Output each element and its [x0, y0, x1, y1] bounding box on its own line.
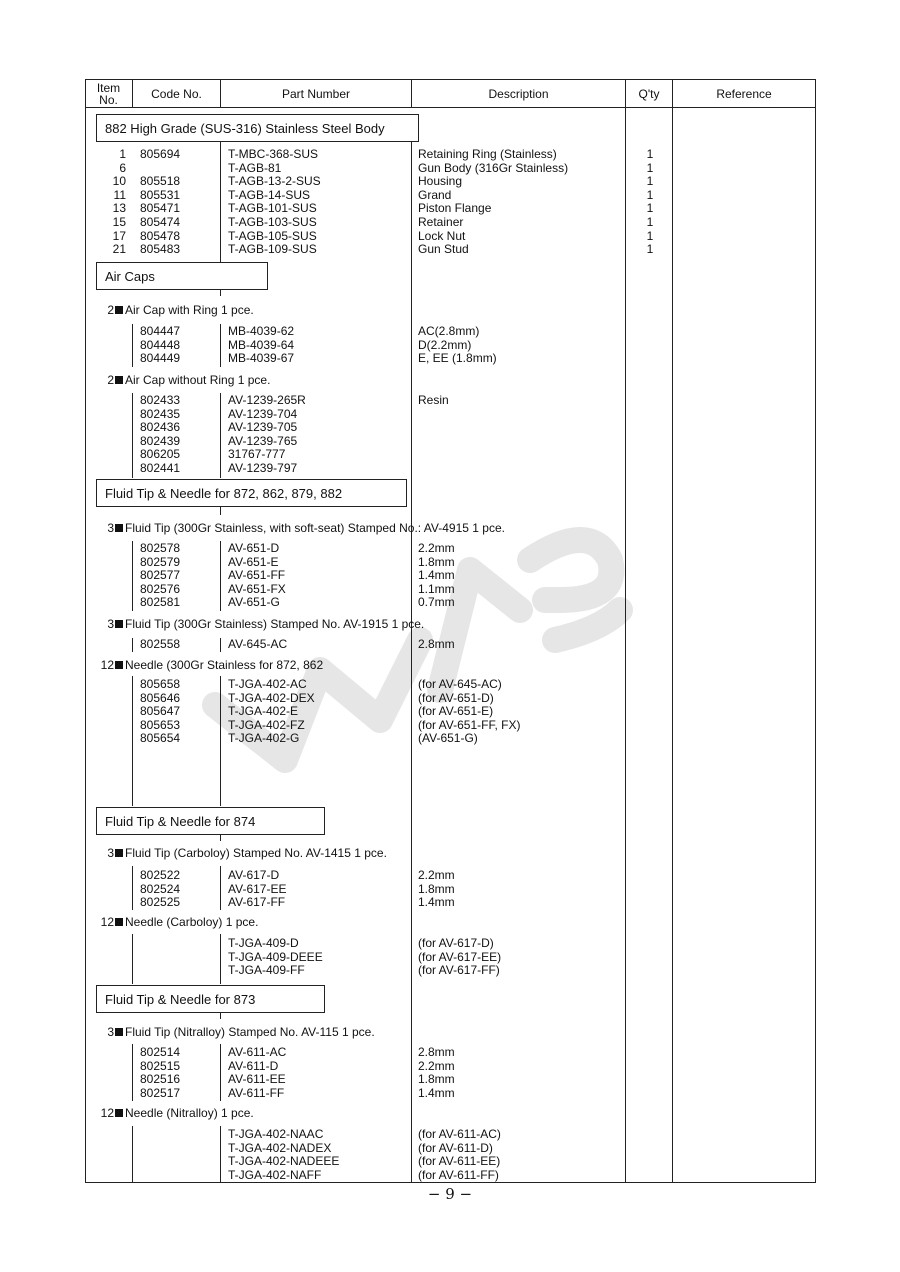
part-number-cell: AV-651-D: [228, 541, 280, 555]
code-no-cell: 802439: [140, 433, 181, 448]
part-number-cell: AV-1239-765: [228, 433, 298, 448]
subsection-item-no: 12: [100, 658, 114, 672]
qty-cell: 1: [646, 147, 654, 161]
part-number-cell: AV-611-EE: [228, 1072, 286, 1087]
section-title-fluid-tip-874: Fluid Tip & Needle for 874: [96, 807, 325, 835]
subsection-needle-stainless: [86, 658, 323, 672]
item-no-cell: 15: [112, 215, 126, 229]
bracket-rule: [220, 1044, 221, 1101]
bracket-rule: [220, 541, 221, 611]
part-number-cell: AV-651-G: [228, 595, 280, 610]
code-no-cell: 802558: [140, 637, 181, 651]
description-cell: (for AV-611-FF): [418, 1167, 499, 1182]
section-title-882-body: 882 High Grade (SUS-316) Stainless Steel Body: [96, 114, 419, 142]
code-no-cell: 806205: [140, 447, 181, 462]
description-cell: Gun Stud: [418, 242, 469, 257]
bracket-rule: [132, 676, 133, 806]
part-number-cell: T-MBC-368-SUS: [228, 147, 319, 161]
subsection-label: Air Cap with Ring 1 pce.: [125, 303, 254, 317]
description-cell: (for AV-617-EE): [418, 949, 502, 964]
part-desc-rule: [411, 142, 412, 262]
part-number-cell: T-AGB-14-SUS: [228, 187, 311, 202]
subsection-label: Needle (Nitralloy) 1 pce.: [125, 1106, 254, 1120]
code-no-cell: 802522: [140, 868, 181, 882]
code-no-cell: 805654: [140, 731, 181, 746]
qty-cell: 1: [646, 187, 654, 202]
bracket-tick: [220, 1013, 221, 1019]
part-number-cell: T-JGA-402-NADEEE: [228, 1154, 340, 1169]
code-no-cell: 805647: [140, 704, 181, 719]
part-number-cell: AV-651-FX: [228, 581, 286, 596]
header-part-number: Part Number: [281, 87, 351, 101]
subsection-item-no: 12: [100, 915, 114, 929]
part-number-cell: T-AGB-105-SUS: [228, 228, 317, 243]
description-cell: (for AV-651-FF, FX): [418, 717, 521, 732]
description-cell: (for AV-645-AC): [418, 677, 502, 691]
bracket-rule: [132, 324, 133, 367]
code-no-cell: 805646: [140, 690, 181, 705]
bracket-rule: [132, 638, 133, 652]
code-no-cell: 802515: [140, 1058, 181, 1073]
header-reference: Reference: [716, 87, 772, 101]
description-cell: AC(2.8mm): [418, 324, 480, 338]
square-bullet-icon: [115, 306, 123, 314]
part-number-cell: T-JGA-402-G: [228, 731, 300, 746]
code-no-cell: 802576: [140, 581, 181, 596]
subsection-needle-carboloy: [86, 915, 258, 929]
description-cell: 2.2mm: [418, 1058, 455, 1073]
bracket-rule: [220, 866, 221, 910]
code-no-cell: 805694: [140, 147, 181, 161]
description-cell: 1.4mm: [418, 895, 455, 910]
item-no-cell: 6: [119, 160, 126, 175]
subsection-fluid-tip-carboloy: [86, 846, 387, 860]
header-qty: Q'ty: [638, 87, 660, 101]
part-number-cell: T-JGA-402-FZ: [228, 717, 305, 732]
part-number-cell: MB-4039-64: [228, 337, 295, 352]
bracket-rule: [220, 1126, 221, 1182]
description-cell: 1.1mm: [418, 581, 455, 596]
square-bullet-icon: [115, 1109, 123, 1117]
square-bullet-icon: [115, 620, 123, 628]
description-cell: (AV-651-G): [418, 731, 478, 746]
bracket-rule: [220, 638, 221, 652]
subsection-item-no: 12: [100, 1106, 114, 1120]
bracket-rule: [220, 324, 221, 367]
square-bullet-icon: [115, 849, 123, 857]
part-number-cell: T-JGA-409-D: [228, 936, 299, 950]
subsection-label: Air Cap without Ring 1 pce.: [125, 373, 271, 387]
part-number-cell: T-JGA-409-DEEE: [228, 949, 323, 964]
code-no-cell: 802433: [140, 393, 181, 407]
part-number-cell: 31767-777: [228, 447, 286, 462]
code-no-cell: 805658: [140, 677, 181, 691]
description-cell: Housing: [418, 174, 463, 189]
bracket-rule: [220, 934, 221, 984]
part-number-cell: T-AGB-109-SUS: [228, 242, 317, 257]
code-no-cell: 802436: [140, 420, 181, 435]
bracket-rule: [132, 1044, 133, 1101]
code-no-cell: 802441: [140, 461, 181, 475]
description-cell: D(2.2mm): [418, 337, 472, 352]
part-number-cell: AV-617-EE: [228, 881, 287, 896]
part-number-cell: AV-651-FF: [228, 568, 286, 583]
qty-cell: 1: [646, 228, 654, 243]
part-number-cell: AV-645-AC: [228, 637, 288, 651]
part-number-cell: MB-4039-62: [228, 324, 295, 338]
qty-cell: 1: [646, 242, 654, 257]
code-no-cell: 805518: [140, 174, 181, 189]
part-number-cell: AV-1239-704: [228, 406, 298, 421]
part-number-cell: AV-1239-265R: [228, 393, 306, 407]
bracket-rule: [220, 676, 221, 806]
part-number-cell: AV-611-FF: [228, 1085, 285, 1100]
description-cell: 1.8mm: [418, 1072, 455, 1087]
description-cell: 1.4mm: [418, 568, 455, 583]
square-bullet-icon: [115, 524, 123, 532]
subsection-fluid-tip-stainless: [86, 617, 424, 631]
bracket-rule: [132, 934, 133, 984]
subsection-air-cap-without-ring: [86, 373, 270, 387]
subsection-label: Fluid Tip (300Gr Stainless, with soft-seat) Stamped No.: AV-4915 1 pce.: [125, 521, 505, 535]
code-no-cell: 802524: [140, 881, 181, 896]
code-no-cell: 804448: [140, 337, 181, 352]
page-number: − 9 −: [427, 1185, 473, 1203]
part-number-cell: AV-617-FF: [228, 895, 286, 910]
description-cell: (for AV-617-FF): [418, 963, 500, 978]
description-cell: (for AV-651-D): [418, 690, 494, 705]
square-bullet-icon: [115, 1028, 123, 1036]
subsection-air-cap-with-ring: [86, 303, 254, 317]
qty-cell: 1: [646, 160, 654, 175]
subsection-item-no: 3: [107, 1025, 114, 1039]
bracket-rule: [132, 541, 133, 611]
header-code-no: Code No.: [151, 87, 202, 101]
subsection-item-no: 3: [107, 846, 114, 860]
part-number-cell: T-JGA-402-NAFF: [228, 1167, 322, 1182]
part-number-cell: T-JGA-402-DEX: [228, 690, 315, 705]
description-cell: 0.7mm: [418, 595, 455, 610]
qty-cell: 1: [646, 174, 654, 189]
part-number-cell: AV-611-D: [228, 1058, 279, 1073]
item-no-cell: 10: [112, 174, 126, 189]
part-number-cell: T-AGB-13-2-SUS: [228, 174, 321, 189]
bracket-rule: [132, 866, 133, 910]
subsection-label: Needle (Carboloy) 1 pce.: [125, 915, 259, 929]
part-desc-rule: [411, 842, 412, 1182]
header-description: Description: [488, 87, 549, 101]
code-part-rule: [220, 142, 221, 262]
description-cell: 2.2mm: [418, 868, 455, 882]
square-bullet-icon: [115, 918, 123, 926]
code-no-cell: 805531: [140, 187, 181, 202]
subsection-label: Fluid Tip (300Gr Stainless) Stamped No. AV-1915 1 pce.: [125, 617, 425, 631]
code-no-cell: 802525: [140, 895, 181, 910]
code-no-cell: 805478: [140, 228, 181, 243]
code-no-cell: 802578: [140, 541, 181, 555]
code-no-cell: 804447: [140, 324, 181, 338]
description-cell: 2.8mm: [418, 637, 455, 651]
code-no-cell: 804449: [140, 351, 181, 366]
part-number-cell: T-AGB-101-SUS: [228, 201, 317, 216]
subsection-label: Fluid Tip (Carboloy) Stamped No. AV-1415 1 pce.: [125, 846, 387, 860]
header-item-no: Item No.: [96, 81, 121, 107]
subsection-item-no: 3: [107, 617, 114, 631]
subsection-label: Needle (300Gr Stainless for 872, 862: [125, 658, 324, 672]
item-no-cell: 13: [112, 201, 126, 216]
code-no-cell: 802514: [140, 1045, 181, 1059]
description-cell: (for AV-611-AC): [418, 1127, 501, 1141]
description-cell: (for AV-611-EE): [418, 1154, 501, 1169]
part-number-cell: T-AGB-81: [228, 160, 282, 175]
code-no-cell: 802517: [140, 1085, 181, 1100]
description-cell: Retainer: [418, 215, 464, 229]
bracket-rule: [132, 393, 133, 478]
square-bullet-icon: [115, 376, 123, 384]
code-no-cell: 805474: [140, 215, 181, 229]
bracket-rule: [132, 1126, 133, 1182]
description-cell: Resin: [418, 393, 449, 407]
item-no-cell: 21: [112, 242, 126, 257]
description-cell: (for AV-651-E): [418, 704, 494, 719]
code-no-cell: 802579: [140, 554, 181, 569]
part-number-cell: T-JGA-402-E: [228, 704, 299, 719]
subsection-label: Fluid Tip (Nitralloy) Stamped No. AV-115 1 pce.: [125, 1025, 375, 1039]
description-cell: 2.8mm: [418, 1045, 455, 1059]
subsection-item-no: 2: [107, 303, 114, 317]
subsection-item-no: 3: [107, 521, 114, 535]
description-cell: 1.8mm: [418, 881, 455, 896]
description-cell: Grand: [418, 187, 452, 202]
part-number-cell: AV-617-D: [228, 868, 280, 882]
part-desc-rule: [411, 262, 412, 842]
part-number-cell: MB-4039-67: [228, 351, 295, 366]
subsection-item-no: 2: [107, 373, 114, 387]
part-number-cell: AV-651-E: [228, 554, 279, 569]
code-no-cell: 802577: [140, 568, 181, 583]
part-number-cell: AV-611-AC: [228, 1045, 287, 1059]
description-cell: E, EE (1.8mm): [418, 351, 497, 366]
code-no-cell: 802581: [140, 595, 181, 610]
code-no-cell: 802435: [140, 406, 181, 421]
code-no-cell: 805653: [140, 717, 181, 732]
part-number-cell: AV-1239-705: [228, 420, 298, 435]
qty-cell: 1: [646, 201, 654, 216]
item-no-cell: 11: [113, 187, 126, 202]
bracket-tick: [220, 835, 221, 841]
part-number-cell: T-JGA-402-AC: [228, 677, 307, 691]
description-cell: 2.2mm: [418, 541, 455, 555]
item-no-cell: 1: [119, 147, 126, 161]
description-cell: Gun Body (316Gr Stainless): [418, 160, 569, 175]
square-bullet-icon: [115, 661, 123, 669]
description-cell: 1.8mm: [418, 554, 455, 569]
item-no-cell: 17: [112, 228, 126, 243]
bracket-tick: [220, 290, 221, 296]
section-title-air-caps: Air Caps: [96, 262, 268, 290]
description-cell: (for AV-611-D): [418, 1140, 493, 1155]
part-number-cell: AV-1239-797: [228, 461, 298, 475]
bracket-tick: [220, 507, 221, 515]
description-cell: Retaining Ring (Stainless): [418, 147, 557, 161]
subsection-fluid-tip-soft-seat: [86, 521, 505, 535]
part-number-cell: T-JGA-402-NADEX: [228, 1140, 332, 1155]
section-title-fluid-tip-873: Fluid Tip & Needle for 873: [96, 985, 325, 1013]
part-number-cell: T-AGB-103-SUS: [228, 215, 317, 229]
description-cell: Lock Nut: [418, 228, 466, 243]
qty-cell: 1: [646, 215, 654, 229]
section-title-fluid-tip-872: Fluid Tip & Needle for 872, 862, 879, 882: [96, 479, 407, 507]
code-no-cell: 805471: [140, 201, 181, 216]
subsection-needle-nitralloy: [86, 1106, 254, 1120]
bracket-rule: [220, 393, 221, 478]
description-cell: 1.4mm: [418, 1085, 455, 1100]
description-cell: Piston Flange: [418, 201, 492, 216]
description-cell: (for AV-617-D): [418, 936, 494, 950]
code-no-cell: 805483: [140, 242, 181, 257]
part-number-cell: T-JGA-409-FF: [228, 963, 305, 978]
subsection-fluid-tip-nitralloy: [86, 1025, 375, 1039]
code-no-cell: 802516: [140, 1072, 181, 1087]
table-right-rule: [815, 79, 816, 1183]
part-number-cell: T-JGA-402-NAAC: [228, 1127, 324, 1141]
